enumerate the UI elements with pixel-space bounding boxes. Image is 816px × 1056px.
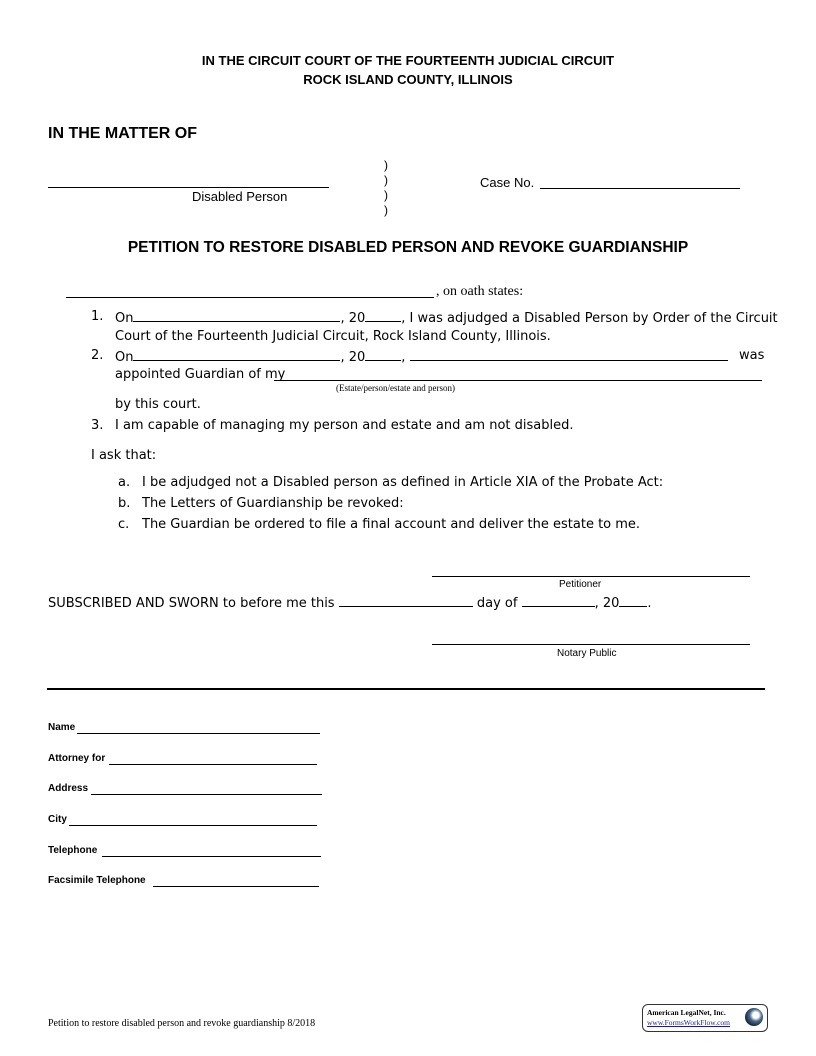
- date-blank[interactable]: [133, 348, 340, 361]
- address-field[interactable]: [91, 794, 322, 795]
- item-2: On , 20 ,: [115, 348, 728, 365]
- legalnet-logo: [642, 1004, 768, 1032]
- form-id-footer: Petition to restore disabled person and revoke guardianship 8/2018: [48, 1018, 316, 1029]
- name-field[interactable]: [77, 733, 320, 734]
- ask-intro: I ask that:: [91, 448, 157, 463]
- guardian-name-blank[interactable]: [410, 348, 728, 361]
- matter-heading: IN THE MATTER OF: [48, 125, 198, 142]
- logo-name: American LegalNet, Inc.: [647, 1008, 726, 1017]
- year-blank[interactable]: [365, 309, 401, 322]
- city-label: City: [48, 814, 67, 825]
- petitioner-name-blank[interactable]: [66, 297, 434, 298]
- item-2-line3: by this court.: [115, 397, 201, 412]
- attorney-for-field[interactable]: [109, 764, 317, 765]
- disabled-person-name-blank[interactable]: [48, 187, 329, 188]
- globe-icon: [745, 1008, 763, 1026]
- ask-letter: b.: [118, 496, 131, 511]
- caption-parentheses: ) ) ) ): [384, 158, 388, 217]
- item-2-line2: appointed Guardian of my: [115, 367, 286, 382]
- city-field[interactable]: [69, 825, 317, 826]
- ask-item: The Guardian be ordered to file a final account and deliver the estate to me.: [142, 517, 641, 532]
- date-blank[interactable]: [133, 309, 340, 322]
- telephone-label: Telephone: [48, 845, 98, 856]
- notary-signature-line[interactable]: [432, 644, 750, 645]
- sworn-day-blank[interactable]: [339, 594, 473, 607]
- petitioner-label: Petitioner: [559, 579, 602, 590]
- section-divider: [47, 688, 765, 690]
- item-number: 2.: [91, 348, 104, 363]
- address-label: Address: [48, 783, 89, 794]
- item-1-line2: Court of the Fourteenth Judicial Circuit, Rock Island County, Illinois.: [115, 329, 551, 344]
- petitioner-signature-line[interactable]: [432, 576, 750, 577]
- ask-letter: c.: [118, 517, 130, 532]
- item-1: On , 20 , I was adjudged a Disabled Person by Order of the Circuit: [115, 311, 778, 326]
- item-number: 3.: [91, 418, 104, 433]
- ask-item: I be adjudged not a Disabled person as defined in Article XIA of the Probate Act:: [142, 475, 664, 490]
- ask-item: The Letters of Guardianship be revoked:: [142, 496, 404, 511]
- year-blank[interactable]: [365, 348, 401, 361]
- facsimile-label: Facsimile Telephone: [48, 875, 146, 886]
- disabled-person-label: Disabled Person: [192, 189, 288, 204]
- notary-label: Notary Public: [557, 648, 617, 659]
- case-no-label: Case No.: [480, 175, 535, 190]
- ask-letter: a.: [118, 475, 131, 490]
- telephone-field[interactable]: [102, 856, 321, 857]
- oath-text: , on oath states:: [436, 284, 524, 299]
- item-3: I am capable of managing my person and estate and am not disabled.: [115, 418, 574, 433]
- sworn-year-blank[interactable]: [619, 594, 647, 607]
- name-label: Name: [48, 722, 76, 733]
- attorney-for-label: Attorney for: [48, 753, 106, 764]
- court-header-line2: ROCK ISLAND COUNTY, ILLINOIS: [303, 72, 513, 87]
- facsimile-field[interactable]: [153, 886, 319, 887]
- logo-url[interactable]: www.FormsWorkFlow.com: [647, 1018, 731, 1027]
- item-number: 1.: [91, 309, 104, 324]
- guardianship-type-blank[interactable]: [274, 380, 762, 381]
- sworn-month-blank[interactable]: [522, 594, 595, 607]
- sworn-line: SUBSCRIBED AND SWORN to before me this day of , 20 .: [48, 596, 652, 611]
- court-header-line1: IN THE CIRCUIT COURT OF THE FOURTEENTH JUDICIAL CIRCUIT: [201, 53, 615, 68]
- guardianship-type-hint: (Estate/person/estate and person): [336, 383, 455, 393]
- item-2-was: was: [739, 348, 765, 363]
- document-title: PETITION TO RESTORE DISABLED PERSON AND REVOKE GUARDIANSHIP: [127, 239, 689, 256]
- case-no-blank[interactable]: [540, 188, 740, 189]
